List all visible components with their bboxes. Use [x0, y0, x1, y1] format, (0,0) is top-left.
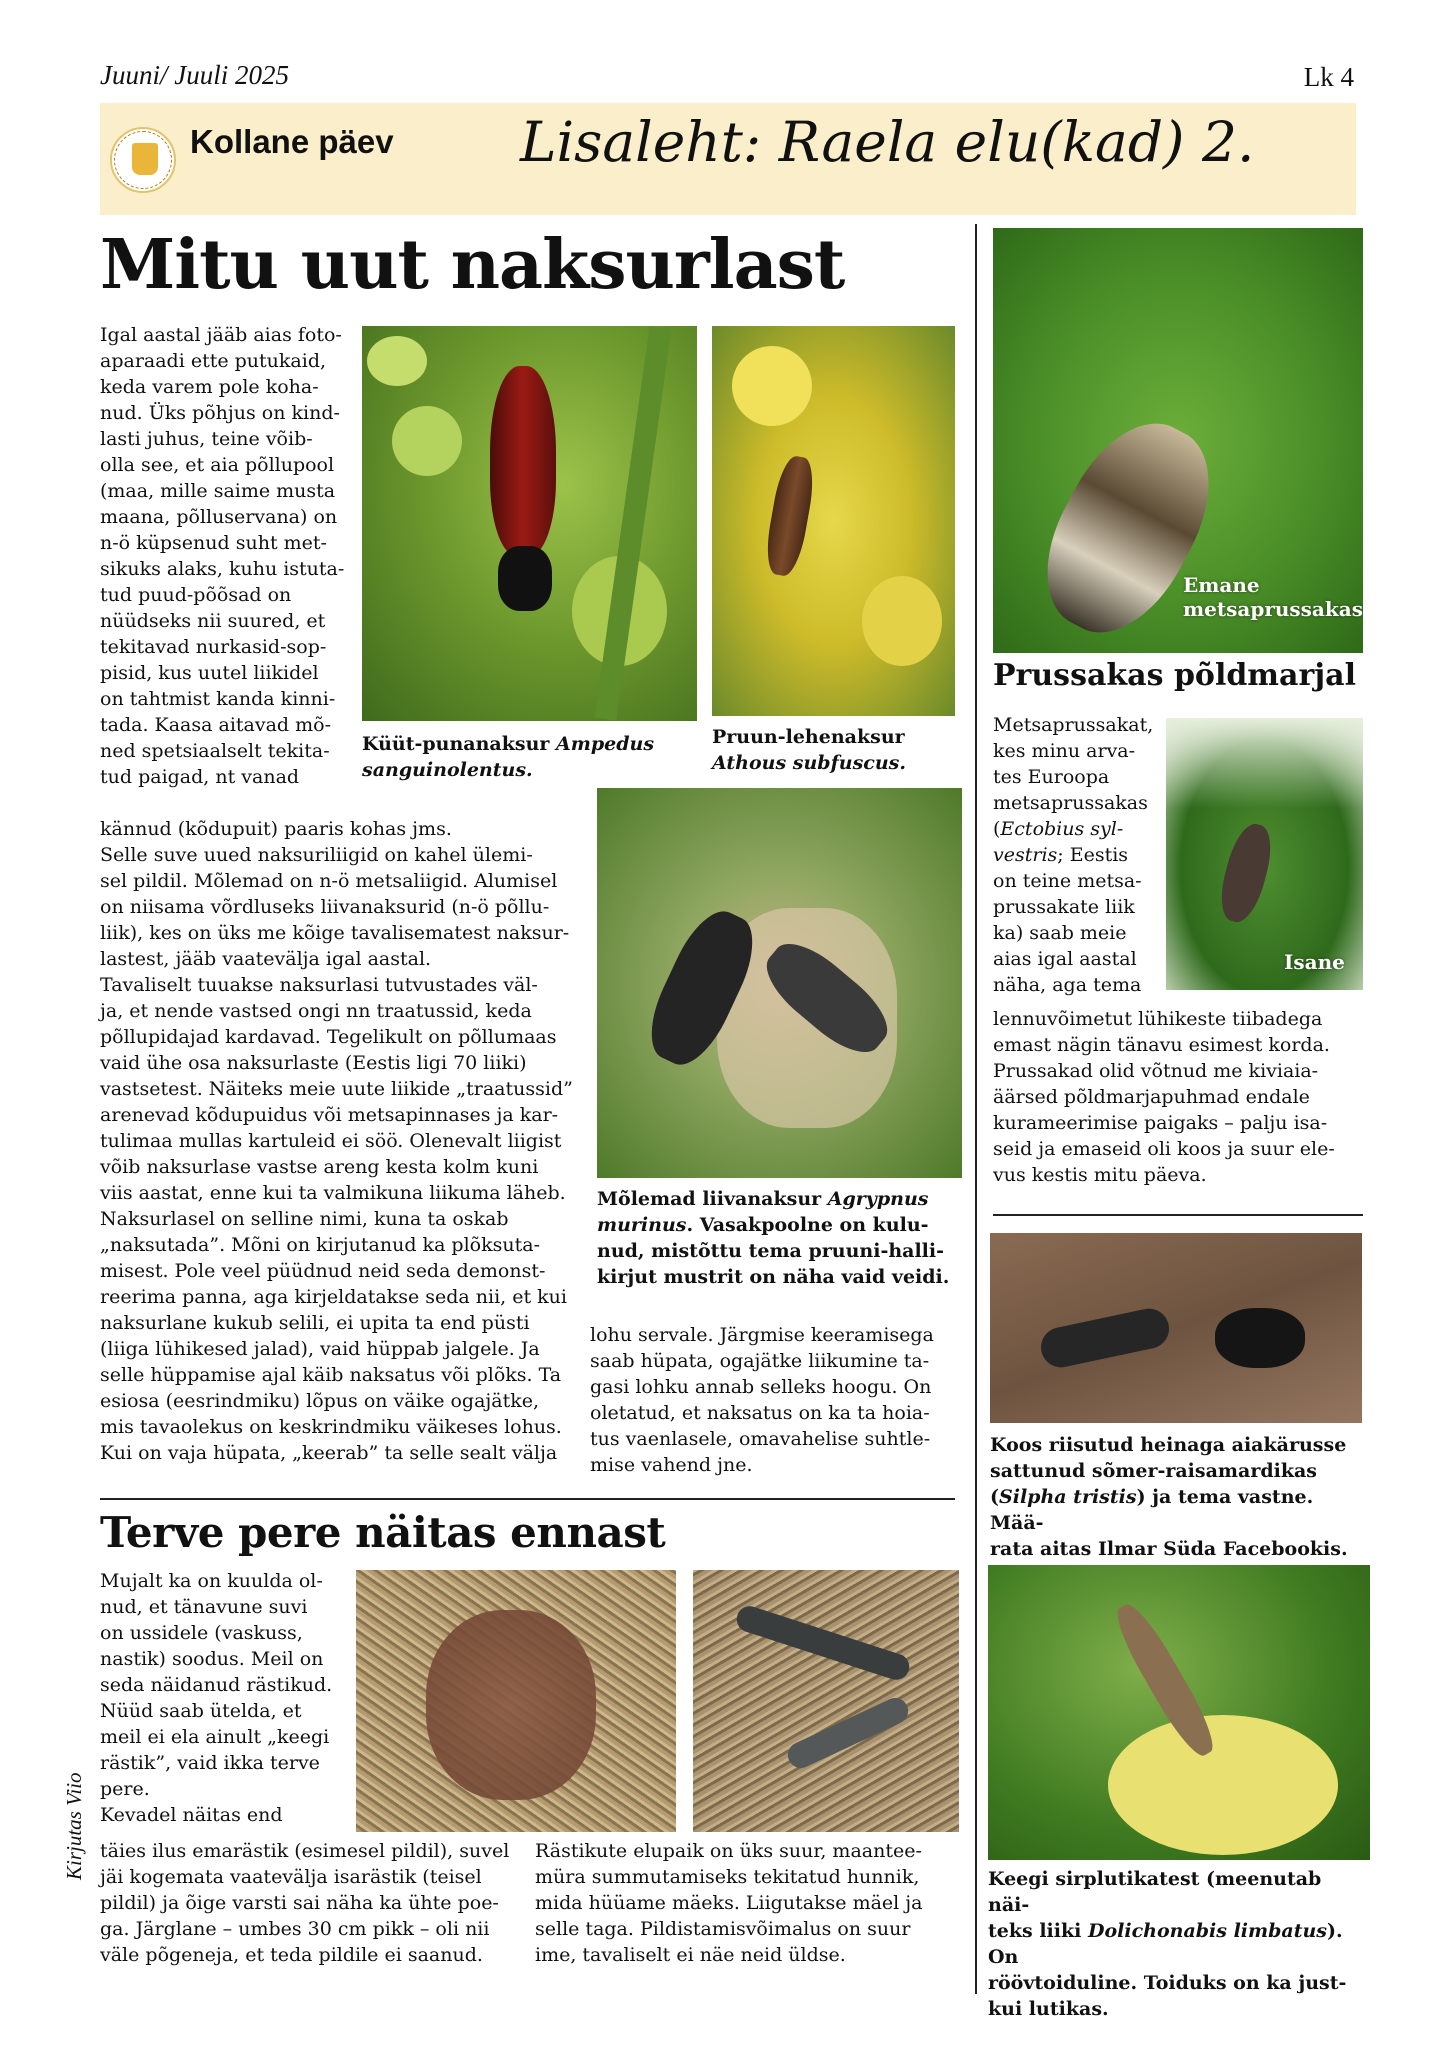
logo-cup-icon: [132, 143, 158, 175]
photo-male-cockroach: [1166, 718, 1363, 990]
photo-red-click-beetle: [362, 326, 697, 721]
sidebar-rule: [993, 1214, 1363, 1216]
article2-body-text: täies ilus emarästik (esimesel pildil), suvel jäi kogemata vaatevälja isarästik (teisel pildil) ja õige varsti sai näha ka ühte poe- ga. Järglane – umbes 30 cm pikk – oli nii väle põgeneja, et teda pildile ei saanud.: [100, 1840, 510, 1966]
brand-name: Kollane päev: [190, 123, 394, 160]
label-female-cockroach: Emane metsaprussakas: [1183, 573, 1363, 621]
photo-male-adder: [693, 1570, 959, 1832]
caption-red-click-beetle: Küüt-punanaksur Ampedus sanguinolentus.: [362, 733, 655, 781]
article-continued-text: lohu servale. Järgmise keeramisega saab hüpata, ogajätke liikumine ta- gasi lohku annab selleks hoogu. On oletatud, et naksatus on ka ta hoia- tus vaenlasele, omavahelise suhtle- mise vahend jne.: [590, 1324, 934, 1476]
article-intro-text: Igal aastal jääb aias foto- aparaadi ette putukaid, keda varem pole koha- nud. Üks põhjus on kind- lasti juhus, teine võib- olla see, et aia põllupool (maa, mille saime musta maana, põlluservana) on n-ö küpsenud suht met- sikuks alaks, kuhu istuta- tud puud-põõsad on nüüdseks nii suured, et tekitavad nurkasid-sop- pisid, kus uutel liikidel on tahtmist kanda kinni- tada. Kaasa aitavad mõ- ned spetsiaalselt tekita- tud paigad, nt vanad: [100, 324, 345, 788]
caption-brown-click-beetle: Pruun-lehenaksur Athous subfuscus.: [712, 726, 906, 774]
article2-intro-text: Mujalt ka on kuulda ol- nud, et tänavune suvi on ussidele (vaskuss, nastik) soodus. Meil on seda näidanud rästikud. Nüüd saab ütelda, et meil ei ela ainult „keegi rästik”, vaid ikka terve pere. Kevadel näitas end: [100, 1570, 333, 1826]
page-number: Lk 4: [1303, 62, 1354, 92]
sidebar-title: Prussakas põldmarjal: [993, 658, 1356, 693]
label-male-cockroach: Isane: [1284, 950, 1345, 974]
caption-carrion-beetle: Koos riisutud heinaga aiakärusse sattunud sõmer-raisamardikas (Silpha tristis) ja tema vastne. Mää- rata aitas Ilmar Süda Facebookis.: [990, 1434, 1348, 1560]
column-divider: [975, 224, 977, 1994]
caption-grey-click-beetles: Mõlemad liivanaksur Agrypnus murinus. Vasakpoolne on kulu- nud, mistõttu tema pruuni-halli- kirjut mustrit on näha vaid veidi.: [597, 1188, 950, 1288]
photo-brown-click-beetle: [712, 326, 955, 716]
article2-right-text: Rästikute elupaik on üks suur, maantee- müra summutamiseks tekitatud hunnik, mida hüüame mäeks. Liigutakse mäel ja selle taga. Pildistamisvõimalus on suur ime, tavaliselt ei näe neid üldse.: [535, 1840, 923, 1966]
issue-date: Juuni/ Juuli 2025: [100, 60, 289, 90]
photo-carrion-beetle: [990, 1233, 1362, 1423]
caption-damsel-bug: Keegi sirplutikatest (meenutab näi- teks liiki Dolichonabis limbatus). On röövtoiduline. Toiduks on ka just- kui lutikas.: [988, 1868, 1347, 2020]
supplement-title: Lisaleht: Raela elu(kad) 2.: [520, 110, 1255, 174]
photo-damsel-bug: [988, 1565, 1370, 1860]
photo-female-cockroach: [993, 228, 1363, 653]
article-body-text: kännud (kõdupuit) paaris kohas jms. Selle suve uued naksuriliigid on kahel ülemi- sel pildil. Mõlemad on n-ö metsaliigid. Alumisel on niisama võrdluseks liivanaksurid (n-ö põllu- liik), kes on üks me kõige tavalisematest naksur- lastest, jääb vaatevälja igal aastal. Tavaliselt tuuakse naksurlasi tutvustades väl- ja, et nende vastsed ongi nn traatussid, keda põllupidajad kardavad. Tegelikult on põllumaas vaid ühe osa naksurlaste (Eestis ligi 70 liiki) vastsetest. Näiteks meie uute liikide „traatussid” arenevad kõdupuidus või metsapinnases ja kar- tulimaa mullas kartuleid ei söö. Olenevalt liigist võib naksurlase vastse areng kesta kolm kuni viis aastat, enne kui ta valmikuna liikuma läheb. Naksurlasel on selline nimi, kuna ta oskab „naksutada”. Mõni on kirjutanud ka plõksuta- misest. Pole veel püüdnud neid seda demonst- reerima panna, aga kirjeldatakse seda nii, et kui naksurlane kukub selili, ei upita ta end püsti (liiga lühikesed jalad), vaid hüppab jalgele. Ja selle hüppamise ajal käib naksatus või plõks. Ta esiosa (eesrindmiku) lõpus on väike ogajätke, mis tavaolekus on keskrindmiku väikeses lohus. Kui on vaja hüpata, „keerab” ta selle sealt välja: [100, 818, 573, 1464]
photo-female-adder: [356, 1570, 676, 1832]
author-byline: Kirjutas Viio: [62, 1772, 86, 1880]
article2-title: Terve pere näitas ennast: [100, 1508, 666, 1557]
photo-grey-click-beetles: [597, 788, 962, 1178]
section-rule: [100, 1498, 955, 1500]
sidebar-text-a: Metsaprussakat, kes minu arva- tes Euroopa metsaprussakas (Ectobius syl- vestris; Eestis on teine metsa- prussakate liik ka) saab meie aias igal aastal näha, aga tema: [993, 714, 1154, 996]
article-title: Mitu uut naksurlast: [100, 225, 845, 305]
sidebar-text-c: lennuvõimetut lühikeste tiibadega emast nägin tänavu esimest korda. Prussakad olid võtnud me kiviaia- äärsed põldmarjapuhmad endale kurameerimise paigaks – palju isa- seid ja emaseid oli koos ja suur ele- vus kestis mitu päeva.: [993, 1008, 1335, 1186]
